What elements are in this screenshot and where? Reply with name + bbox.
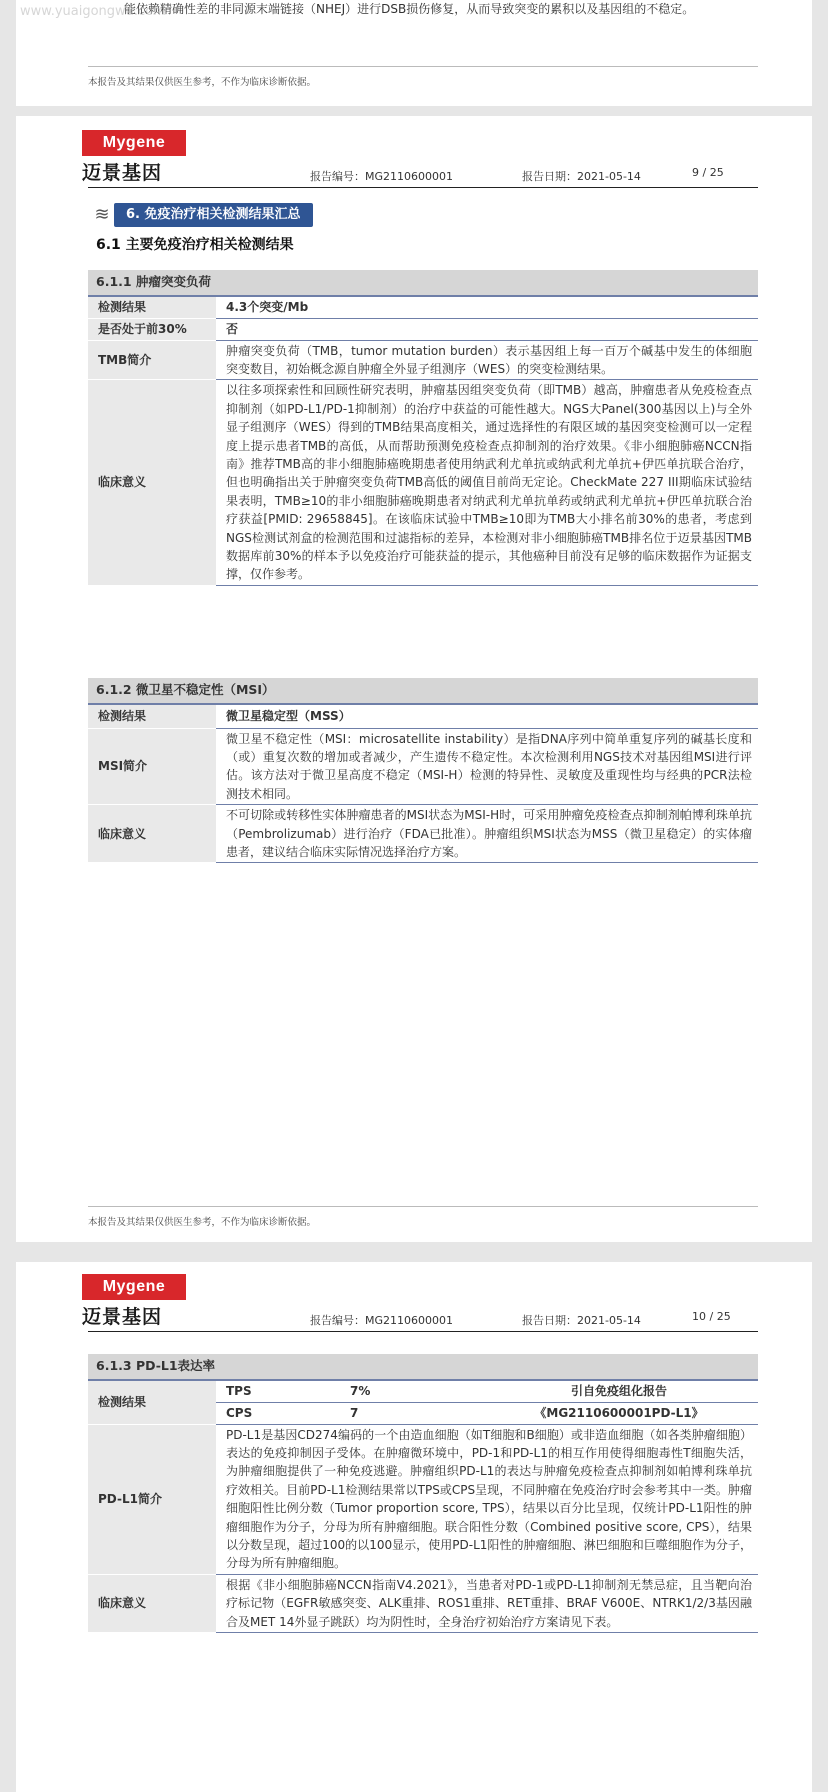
row-label: 检测结果 [88, 704, 216, 728]
pdl1-intro-text: PD-L1是基因CD274编码的一个由造血细胞（如T细胞和B细胞）或非造血细胞（如各类肿瘤细胞）表达的免疫抑制因子受体。在肿瘤微环境中，PD-1和PD-L1的相互作用使得细胞毒性T细胞失活，为肿瘤细胞提供了一种免疫逃避。肿瘤组织PD-L1的表达与肿瘤免疫检查点抑制剂如帕博利珠单抗疗效相关。目前PD-L1检测结果常以TPS或CPS呈现，不同肿瘤在免疫治疗时会参考其中一类。肿瘤细胞阳性比例分数（Tumor proportion score, TPS），结果以百分比呈现，仅统计PD-L1阳性的肿瘤细胞作为分子，分母为所有肿瘤细胞。联合阳性分数（Combined positive score, CPS），结果以分数呈现，超过100的以100显示，使用PD-L1阳性的肿瘤细胞、淋巴细胞和巨噬细胞作为分子，分母为所有肿瘤细胞。 [216, 1424, 758, 1574]
brand-logo-en: Mygene [82, 130, 186, 156]
footer-divider [88, 1206, 758, 1207]
table-row [88, 1380, 758, 1402]
row-label: TMB简介 [88, 340, 216, 380]
pdl1-table [88, 1354, 758, 1633]
page-number: 9 / 25 [692, 166, 724, 179]
brand-logo-cn: 迈景基因 [82, 1306, 163, 1328]
brand-logo-en: Mygene [82, 1274, 186, 1300]
page-number: 10 / 25 [692, 1310, 731, 1323]
tmb-table [88, 270, 758, 586]
brand-logo-cn: 迈景基因 [82, 162, 163, 184]
table-row [88, 380, 758, 585]
table-row [88, 1574, 758, 1632]
row-label: 是否处于前30% [88, 318, 216, 340]
section-title: 6. 免疫治疗相关检测结果汇总 [114, 203, 313, 227]
tps-value: 7% [350, 1380, 480, 1402]
table-row [88, 318, 758, 340]
row-label: PD-L1简介 [88, 1424, 216, 1574]
tmb-intro-text: 肿瘤突变负荷（TMB，tumor mutation burden）表示基因组上每一百万个碱基中发生的体细胞突变数目，初始概念源自肿瘤全外显子组测序（WES）的突变检测结果。 [216, 340, 758, 380]
brand-logo [82, 130, 186, 185]
tmb-result-value: 4.3个突变/Mb [216, 296, 758, 318]
table-row [88, 296, 758, 318]
subsection-title: 6.1 主要免疫治疗相关检测结果 [96, 237, 294, 253]
footer-divider [88, 66, 758, 67]
cps-name: CPS [216, 1402, 350, 1424]
msi-intro-text: 微卫星不稳定性（MSI：microsatellite instability）是指DNA序列中简单重复序列的碱基长度和（或）重复次数的增加或者减少，产生遗传不稳定性。本次检测利用NGS技术对基因组MSI进行评估。该方法对于微卫星高度不稳定（MSI-H）检测的特异性、灵敏度及重现性均与经典的PCR法检测技术相同。 [216, 728, 758, 805]
watermark: www.yuaigongwu.com [20, 4, 166, 19]
row-label: 临床意义 [88, 1574, 216, 1632]
row-label: 检测结果 [88, 296, 216, 318]
report-number: 报告编号：MG2110600001 [310, 170, 453, 183]
row-label: 临床意义 [88, 380, 216, 585]
carry-over-text: 能依赖精确性差的非同源末端链接（NHEJ）进行DSB损伤修复，从而导致突变的累积以及基因组的不稳定。 [124, 2, 695, 16]
page-fragment-top [16, 0, 812, 106]
brand-logo [82, 1274, 186, 1329]
msi-result-value: 微卫星稳定型（MSS） [216, 704, 758, 728]
report-number: 报告编号：MG2110600001 [310, 1314, 453, 1327]
pdl1-source-line1: 引自免疫组化报告 [480, 1380, 758, 1402]
msi-table [88, 678, 758, 863]
pdl1-caption: 6.1.3 PD-L1表达率 [88, 1354, 758, 1380]
table-row [88, 1424, 758, 1574]
report-date: 报告日期：2021-05-14 [522, 170, 641, 183]
table-row [88, 704, 758, 728]
pdl1-source-line2: 《MG2110600001PD-L1》 [480, 1402, 758, 1424]
footer-disclaimer: 本报告及其结果仅供医生参考，不作为临床诊断依据。 [88, 1217, 317, 1228]
tmb-caption: 6.1.1 肿瘤突变负荷 [88, 270, 758, 296]
section-banner [90, 202, 313, 228]
pdl1-clinical-text: 根据《非小细胞肺癌NCCN指南V4.2021》，当患者对PD-1或PD-L1抑制剂无禁忌症，且当靶向治疗标记物（EGFR敏感突变、ALK重排、ROS1重排、RET重排、BRAF V600E、NTRK1/2/3基因融合及MET 14外显子跳跃）均为阴性时，全身治疗初始治疗方案请见下表。 [216, 1574, 758, 1632]
row-label: 检测结果 [88, 1380, 216, 1424]
msi-caption: 6.1.2 微卫星不稳定性（MSI） [88, 678, 758, 704]
dna-icon: ≋ [94, 204, 110, 225]
report-page-10 [16, 1262, 812, 1792]
tmb-clinical-text: 以往多项探索性和回顾性研究表明，肿瘤基因组突变负荷（即TMB）越高，肿瘤患者从免疫检查点抑制剂（如PD-L1/PD-1抑制剂）的治疗中获益的可能性越大。NGS大Panel(300基因以上)与全外显子组测序（WES）得到的TMB结果高度相关，通过选择性的有限区域的基因突变检测可以一定程度上提示患者TMB的高低，从而帮助预测免疫检查点抑制剂的治疗效果。《非小细胞肺癌NCCN指南》推荐TMB高的非小细胞肺癌晚期患者使用纳武利尤单抗或纳武利尤单抗+伊匹单抗联合治疗，但也明确指出关于肿瘤突变负荷TMB高低的阈值目前尚无定论。CheckMate 227 III期临床试验结果表明，TMB≥10的非小细胞肺癌晚期患者对纳武利尤单抗单药或纳武利尤单抗+伊匹单抗联合治疗获益[PMID: 29658845]。在该临床试验中TMB≥10即为TMB大小排名前30%的患者，考虑到NGS检测试剂盒的检测范围和过滤指标的差异，本检测对非小细胞肺癌TMB排名位于迈景基因TMB数据库前30%的样本予以免疫治疗可能获益的提示，其他癌种目前没有足够的临床数据作为证据支撑，仅作参考。 [216, 380, 758, 585]
table-row [88, 728, 758, 805]
header-divider [88, 187, 758, 188]
row-label: MSI简介 [88, 728, 216, 805]
tmb-top30-value: 否 [216, 318, 758, 340]
header-divider [88, 1331, 758, 1332]
table-row [88, 340, 758, 380]
report-page-9 [16, 116, 812, 1242]
cps-value: 7 [350, 1402, 480, 1424]
row-label: 临床意义 [88, 805, 216, 863]
footer-disclaimer: 本报告及其结果仅供医生参考，不作为临床诊断依据。 [88, 77, 317, 88]
tps-name: TPS [216, 1380, 350, 1402]
msi-clinical-text: 不可切除或转移性实体肿瘤患者的MSI状态为MSI-H时，可采用肿瘤免疫检查点抑制剂帕博利珠单抗（Pembrolizumab）进行治疗（FDA已批准）。肿瘤组织MSI状态为MSS（微卫星稳定）的实体瘤患者，建议结合临床实际情况选择治疗方案。 [216, 805, 758, 863]
table-row [88, 805, 758, 863]
report-date: 报告日期：2021-05-14 [522, 1314, 641, 1327]
